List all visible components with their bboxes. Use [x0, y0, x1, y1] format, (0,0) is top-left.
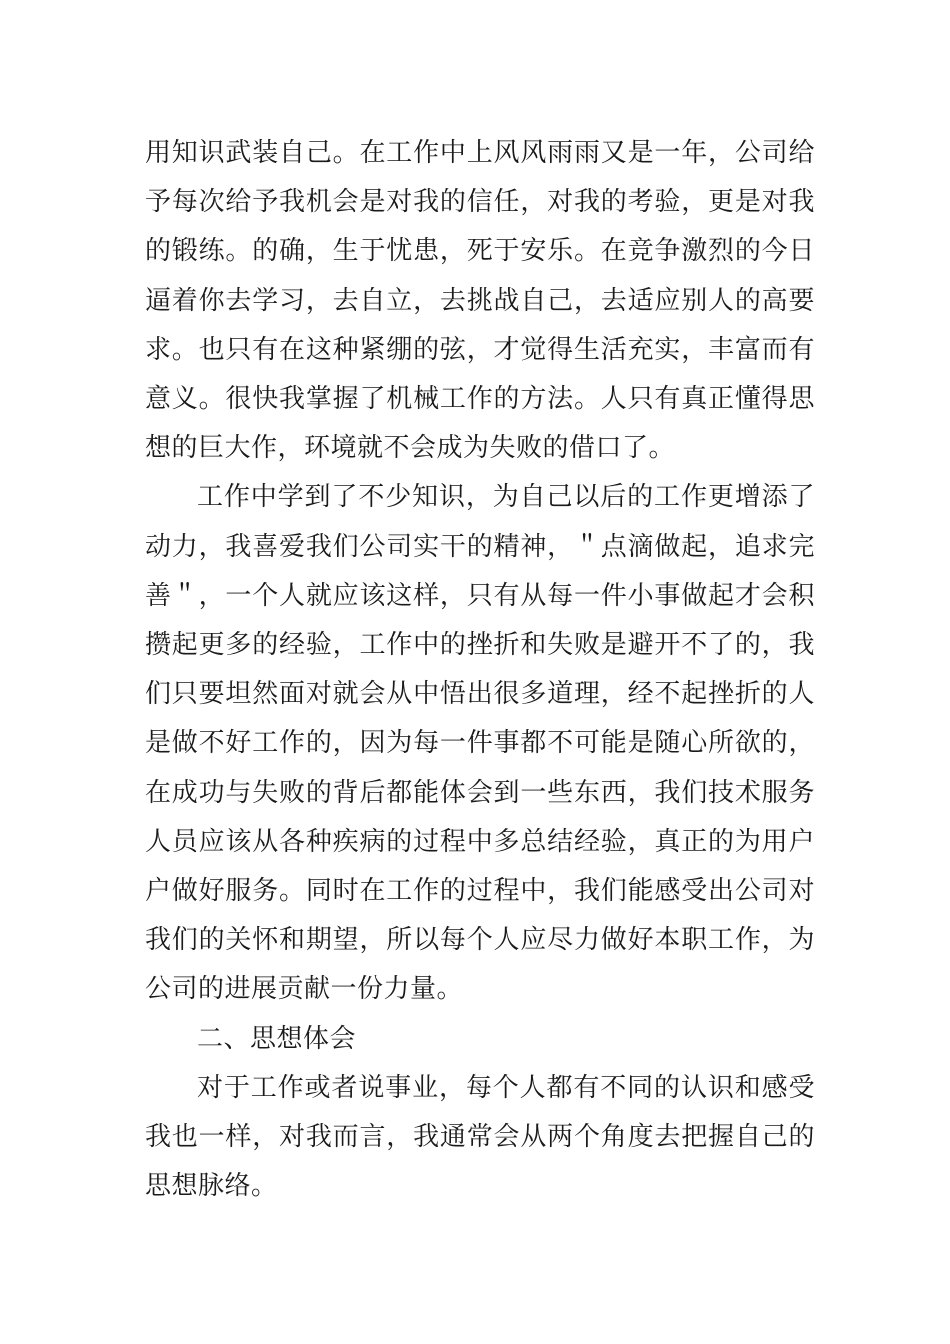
paragraph-2: 工作中学到了不少知识，为自己以后的工作更增添了动力，我喜爱我们公司实干的精神，＂点滴做起，追求完善＂，一个人就应该这样，只有从每一件小事做起才会积攒起更多的经验，工作中的挫折和失败是避开不了的，我们只要坦然面对就会从中悟出很多道理，经不起挫折的人是做不好工作的，因为每一件事都不可能是随心所欲的，在成功与失败的背后都能体会到一些东西，我们技术服务人员应该从各种疾病的过程中多总结经验，真正的为用户户做好服务。同时在工作的过程中，我们能感受出公司对我们的关怀和期望，所以每个人应尽力做好本职工作，为公司的进展贡献一份力量。: [145, 482, 815, 1005]
paragraph-3: 对于工作或者说事业，每个人都有不同的认识和感受我也一样，对我而言，我通常会从两个角度去把握自己的思想脉络。: [145, 1072, 815, 1202]
section-heading: 二、思想体会: [197, 1023, 357, 1054]
paragraph-1: 用知识武装自己。在工作中上风风雨雨又是一年，公司给予每次给予我机会是对我的信任，对我的考验，更是对我的锻练。的确，生于忧患，死于安乐。在竞争激烈的今日逼着你去学习，去自立，去挑战自己，去适应别人的高要求。也只有在这种紧绷的弦，才觉得生活充实，丰富而有意义。很快我掌握了机械工作的方法。人只有真正懂得思想的巨大作，环境就不会成为失败的借口了。: [145, 138, 815, 464]
document-body: [145, 129, 815, 1211]
